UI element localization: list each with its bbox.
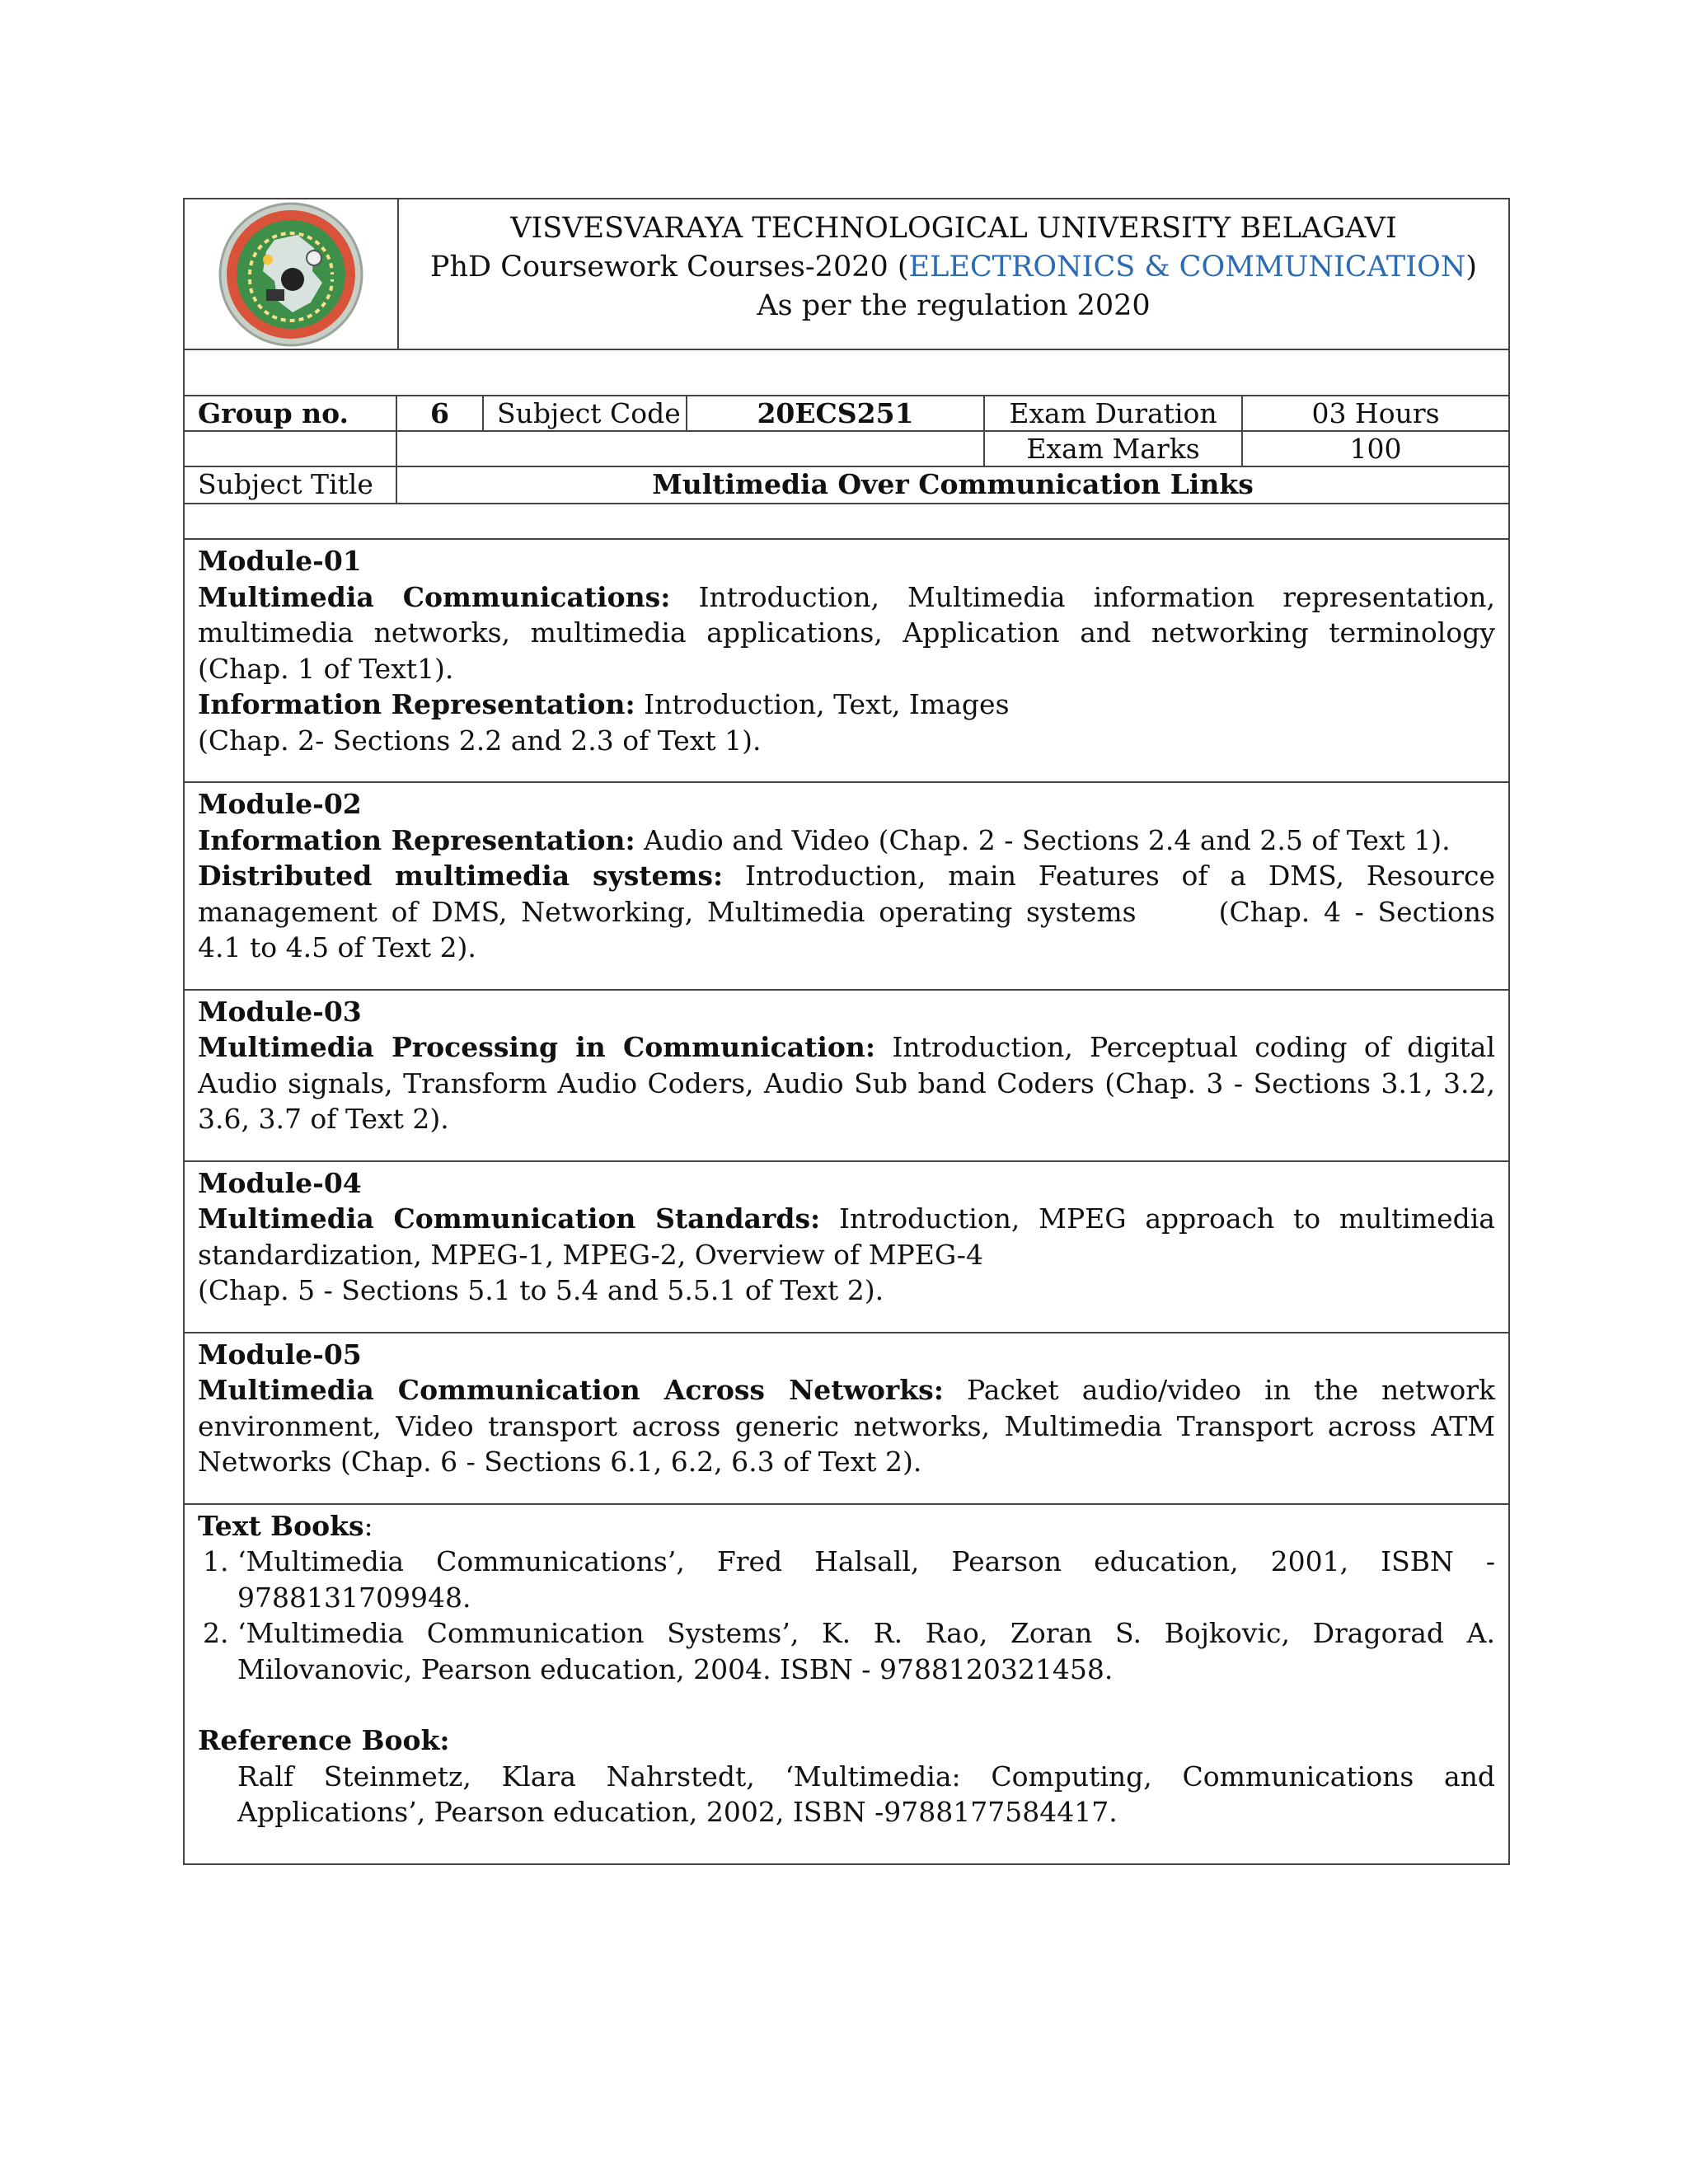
header-titles [399,199,1508,349]
module-paragraph: Multimedia Communication Across Networks: Packet audio/video in the network environment, Video transport across generic networks, Multimedia Transport across ATM Networks (Chap. 6 - Sections 6.1, 6.2, 6.3 of Text 2). [198,1374,1495,1478]
university-name: VISVESVARAYA TECHNOLOGICAL UNIVERSITY BELAGAVI [510,212,1397,245]
module-heading: Module-03 [198,995,362,1028]
exam-marks-value: 100 [1243,432,1508,467]
reference-item: Ralf Steinmetz, Klara Nahrstedt, ‘Multimedia: Computing, Communications and Applications’, Pearson education, 2002, ISBN -9788177584417. [237,1760,1495,1828]
subject-title-label: Subject Title [185,467,397,503]
course-line [399,248,1508,287]
module-paragraph: Multimedia Communication Standards: Introduction, MPEG approach to multimedia standardization, MPEG-1, MPEG-2, Overview of MPEG-4 [198,1202,1495,1271]
module-paragraph: Multimedia Processing in Communication: Introduction, Perceptual coding of digital Audio signals, Transform Audio Coders, Audio Sub band Coders (Chap. 3 - Sections 3.1, 3.2, 3.6, 3.7 of Text 2). [198,1031,1495,1135]
textbook-item: 1. ‘Multimedia Communications’, Fred Halsall, Pearson education, 2001, ISBN - 9788131709948. [237,1544,1495,1615]
regulation-line: As per the regulation 2020 [757,289,1151,322]
module-heading: Module-04 [198,1166,362,1199]
group-label: Group no. [185,396,397,432]
module-heading: Module-02 [198,788,362,820]
subject-code-label: Subject Code [484,396,687,432]
textbook-item: 2. ‘Multimedia Communication Systems’, K. R. Rao, Zoran S. Bojkovic, Dragorad A. Milovanovic, Pearson education, 2004. ISBN - 9788120321458. [237,1615,1495,1687]
reference-heading: Reference Book: [198,1724,450,1756]
module-paragraph: Distributed multimedia systems: Introduction, main Features of a DMS, Resource management of DMS, Networking, Multimedia operating systems (Chap. 4 - Sections 4.1 to 4.5 of Text 2). [198,860,1495,963]
university-seal-icon [217,200,365,349]
subject-title-value: Multimedia Over Communication Links [652,468,1254,500]
group-value: 6 [397,396,484,432]
module-3 [185,991,1508,1162]
module-paragraph: (Chap. 5 - Sections 5.1 to 5.4 and 5.5.1 of Text 2). [198,1274,884,1306]
subject-code-value: 20ECS251 [687,396,985,432]
syllabus-sheet [183,198,1510,1865]
info-grid [185,396,1508,504]
course-prefix: PhD Coursework Courses-2020 ( [429,251,909,284]
module-heading: Module-05 [198,1338,362,1371]
module-paragraph: (Chap. 2- Sections 2.2 and 2.3 of Text 1). [198,724,762,757]
department-name: ELECTRONICS & COMMUNICATION [908,251,1466,284]
module-paragraph: Information Representation: Introduction, Text, Images [198,688,1010,720]
blank-row [185,504,1508,540]
empty-cell [185,432,397,467]
exam-marks-label: Exam Marks [985,432,1243,467]
logo-cell [185,199,399,349]
module-4 [185,1162,1508,1333]
textbook-list [198,1544,1495,1687]
module-paragraph: Multimedia Communications: Introduction, Multimedia information representation, multimedia networks, multimedia applications, Application and networking terminology (Chap. 1 of Text1). [198,580,1496,685]
course-suffix: ) [1465,251,1478,284]
module-heading: Module-01 [198,545,362,577]
module-5 [185,1333,1508,1505]
exam-duration-label: Exam Duration [985,396,1243,432]
module-1 [185,540,1508,783]
module-2 [185,783,1508,991]
header-row [185,199,1508,350]
books-section [185,1505,1508,1863]
textbooks-heading: Text Books: [198,1509,373,1542]
blank-row [185,350,1508,396]
exam-duration-value: 03 Hours [1243,396,1508,432]
module-paragraph: Information Representation: Audio and Video (Chap. 2 - Sections 2.4 and 2.5 of Text 1). [198,823,1451,856]
empty-cell [397,432,985,467]
